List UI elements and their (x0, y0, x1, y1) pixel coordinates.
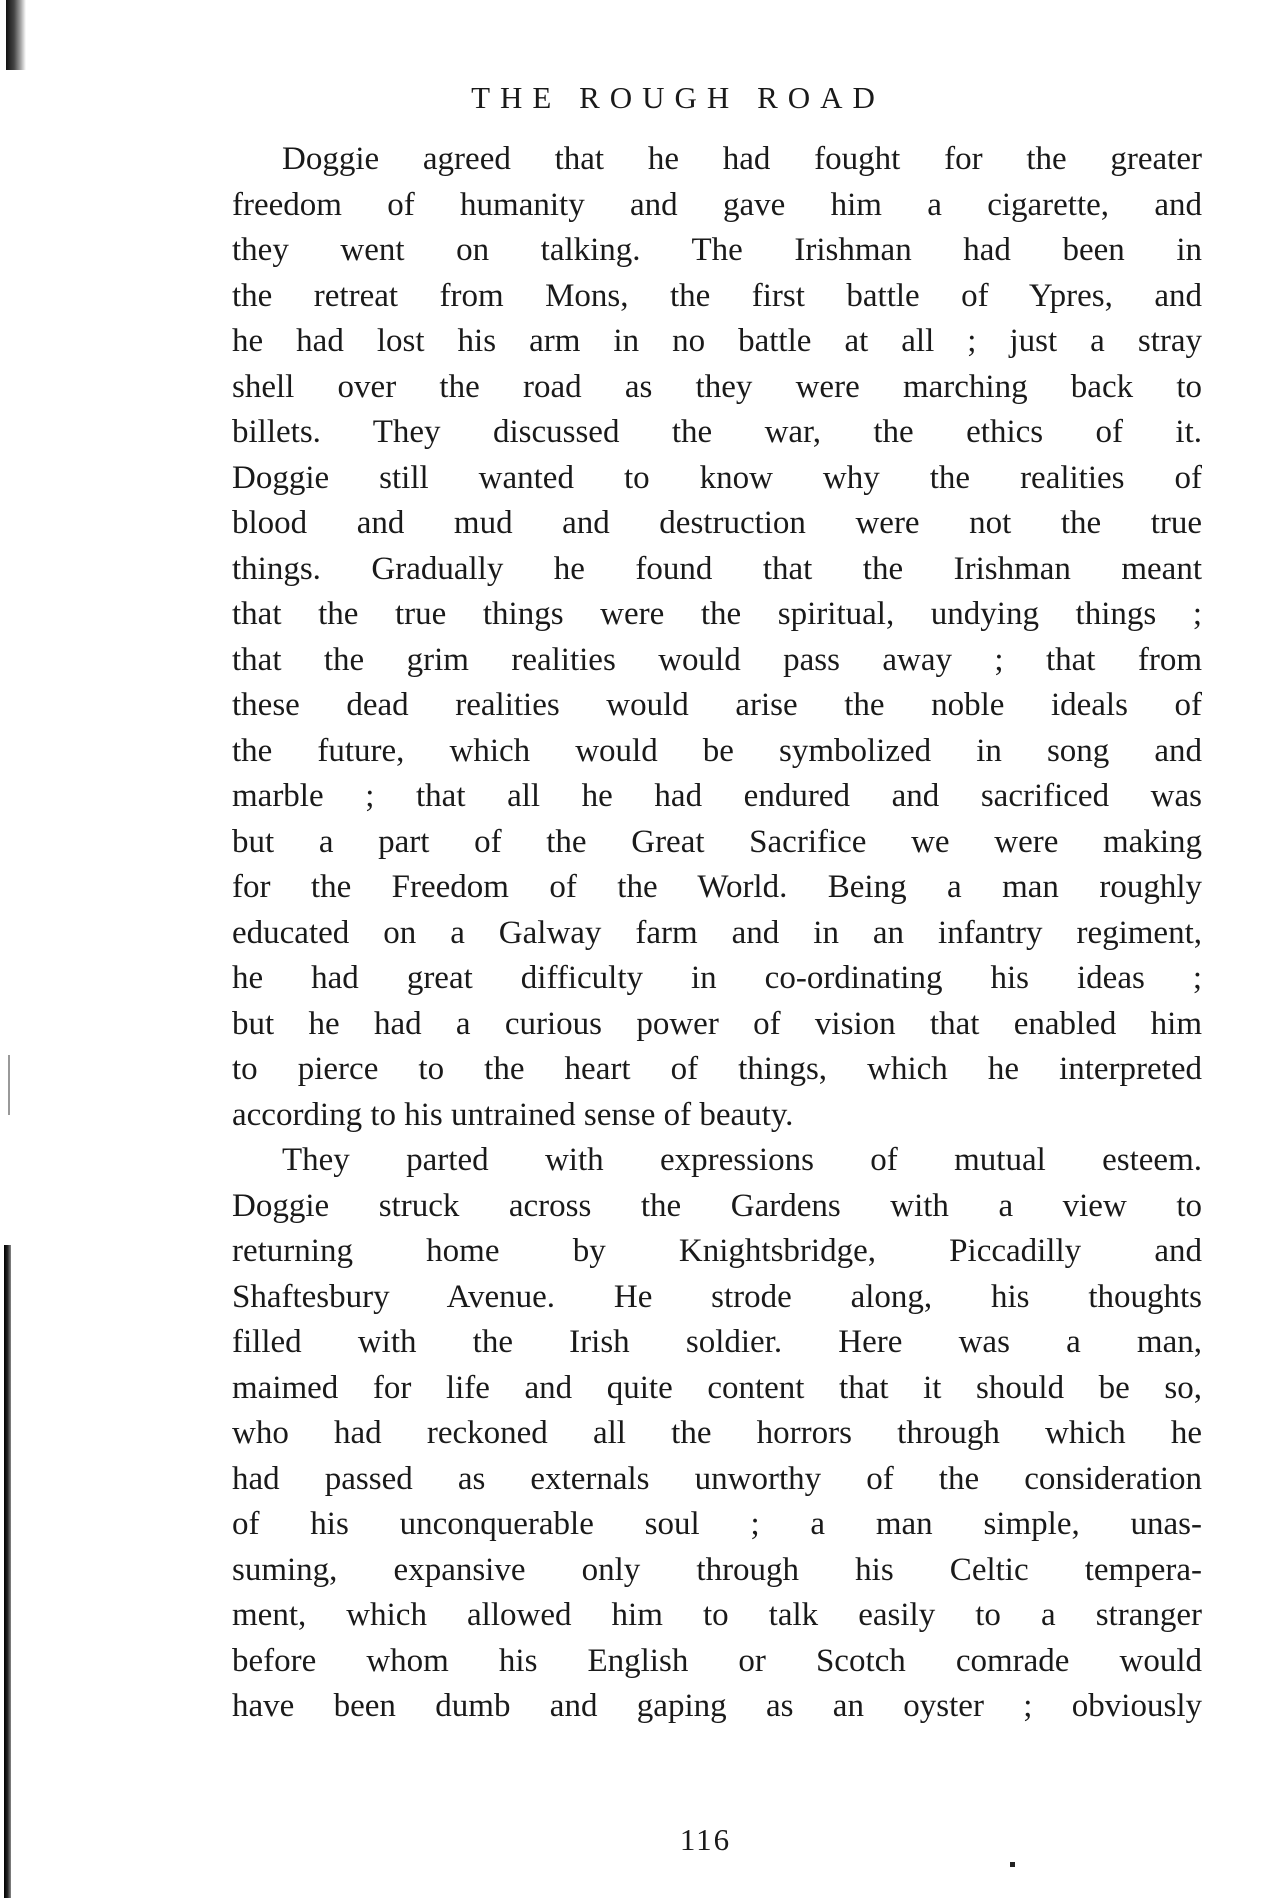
text-line: the future, which would be symbolized in song and (232, 732, 1202, 769)
text-line: returning home by Knightsbridge, Piccadilly and (232, 1233, 1202, 1269)
text-line: Doggie agreed that he had fought for the greater (282, 141, 1202, 177)
scan-gutter-shadow-top (6, 0, 26, 70)
text-line: They parted with expressions of mutual esteem. (282, 1142, 1202, 1178)
text-line: according to his untrained sense of beauty. (232, 1096, 794, 1133)
text-line: before whom his English or Scotch comrade would (232, 1642, 1202, 1679)
text-line: that the true things were the spiritual, undying things ; (232, 596, 1202, 632)
text-line: Doggie still wanted to know why the realities of (232, 459, 1202, 496)
text-line: shell over the road as they were marching back to (232, 368, 1202, 405)
text-line: blood and mud and destruction were not the true (232, 505, 1202, 541)
scan-gutter-mark (8, 1055, 10, 1115)
text-line: but a part of the Great Sacrifice we were making (232, 823, 1202, 860)
text-line: freedom of humanity and gave him a cigarette, and (232, 186, 1202, 223)
text-line: have been dumb and gaping as an oyster ; obviously (232, 1688, 1202, 1724)
running-head: THE ROUGH ROAD (471, 80, 885, 115)
text-line: they went on talking. The Irishman had been in (232, 232, 1202, 268)
text-line: he had great difficulty in co-ordinating his ideas ; (232, 960, 1202, 996)
text-line: suming, expansive only through his Celtic tempera- (232, 1551, 1202, 1588)
text-line: he had lost his arm in no battle at all ; just a stray (232, 323, 1202, 359)
text-line: ment, which allowed him to talk easily to a stranger (232, 1597, 1202, 1633)
scan-speck (1010, 1862, 1015, 1867)
text-line: Doggie struck across the Gardens with a view to (232, 1187, 1202, 1224)
text-line: had passed as externals unworthy of the consideration (232, 1460, 1202, 1497)
text-line: the retreat from Mons, the first battle of Ypres, and (232, 277, 1202, 314)
text-line: things. Gradually he found that the Irishman meant (232, 550, 1202, 587)
page-number: 116 (679, 1822, 732, 1857)
text-line: but he had a curious power of vision that enabled him (232, 1005, 1202, 1042)
body-text (232, 137, 1202, 1730)
text-line: to pierce to the heart of things, which he interpreted (232, 1051, 1202, 1087)
text-line: these dead realities would arise the noble ideals of (232, 687, 1202, 723)
text-line: who had reckoned all the horrors through which he (232, 1415, 1202, 1451)
text-line: educated on a Galway farm and in an infantry regiment, (232, 914, 1202, 951)
scan-gutter-shadow-bottom (4, 1245, 11, 1898)
text-line: billets. They discussed the war, the ethics of it. (232, 414, 1202, 450)
text-line: maimed for life and quite content that it should be so, (232, 1369, 1202, 1406)
text-line: filled with the Irish soldier. Here was a man, (232, 1324, 1202, 1360)
text-line: Shaftesbury Avenue. He strode along, his thoughts (232, 1278, 1202, 1315)
text-line: that the grim realities would pass away ; that from (232, 641, 1202, 678)
text-line: marble ; that all he had endured and sacrificed was (232, 778, 1202, 814)
text-line: of his unconquerable soul ; a man simple, unas- (232, 1506, 1202, 1542)
text-line: for the Freedom of the World. Being a man roughly (232, 869, 1202, 905)
